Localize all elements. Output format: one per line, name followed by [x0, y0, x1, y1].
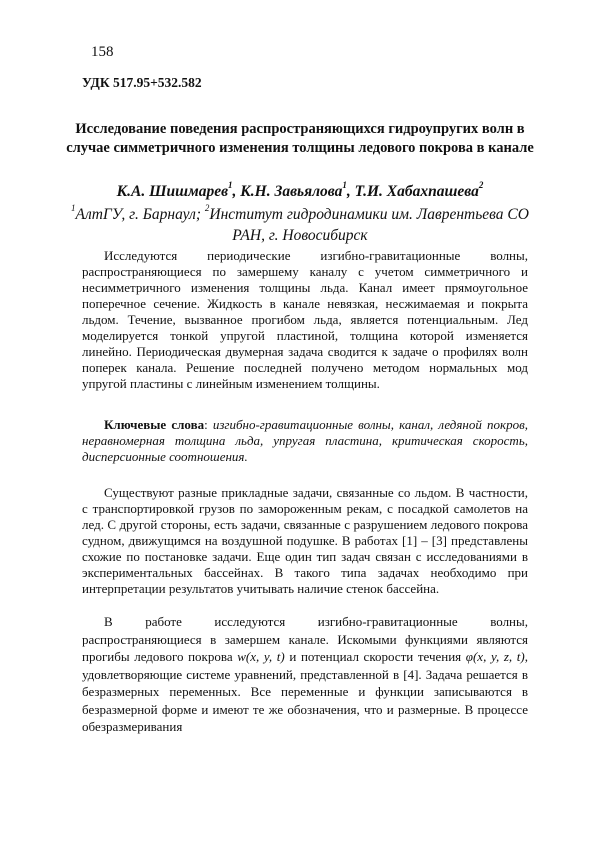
author-1: К.А. Шишмарев	[116, 183, 229, 200]
body-paragraph-1-text: Существуют разные прикладные задачи, связанные со льдом. В частности, с транспортировкой грузов по замороженным рекам, с посадкой самолетов на лед. С другой стороны, есть задачи, связанные с разрушением ледового покрова судном, движущимся на воздушной подушке. В работах [1] – [3] представлены схожие по постановке задачи. Еще один тип задач связан с исследованиями в экспериментальных бассейнах. В такого типа задачах необходимо при интерпретации результатов учитывать наличие стенок бассейна.	[82, 485, 528, 596]
body-paragraph-2-text-b: и потенциал скорости течения	[284, 649, 466, 664]
author-1-affiliation-mark: 1	[228, 179, 233, 190]
keywords-label: Ключевые слова	[104, 417, 205, 432]
keywords-list: изгибно-гравитационные волны, канал, ледяной покров, неравномерная толщина льда, упругая пластина, критическая скорость, дисперсионные соотношения.	[82, 417, 528, 464]
abstract	[82, 248, 528, 392]
body-paragraph-2-text-c: , удовлетворяющие системе уравнений, представленной в [4]. Задача решается в безразмерных переменных. Все переменные и функции записываются в безразмерной форме и имеют те же обозначения, что и размерные. В процессе обезразмеривания	[82, 649, 528, 734]
author-2: , К.Н. Завьялова	[232, 183, 343, 200]
page-number: 158	[91, 44, 114, 60]
body-paragraph-1	[82, 485, 528, 597]
abstract-text: Исследуются периодические изгибно-гравитационные волны, распространяющиеся по замершему каналу с учетом симметричного и несимметричного изменения толщины льда. Канал имеет прямоугольное поперечное сечение. Жидкость в канале невязкая, несжимаемая и покрыта льдом. Течение, вызванное прогибом льда, является потенциальным. Лед моделируется тонкой упругой пластиной, толщина которой изменяется линейно. Периодическая двумерная задача сводится к задаче о профилях волн поперек канала. Решение последней получено методом нормальных мод упругой пластины с линейным изменением толщины.	[82, 248, 528, 391]
keywords	[82, 417, 528, 465]
author-3-affiliation-mark: 2	[478, 179, 484, 190]
body-paragraph-2	[82, 613, 528, 736]
body-paragraph-2-text-a: В работе исследуются изгибно-гравитационные волны, распространяющиеся в замершем канале. Искомыми функциями являются прогибы ледового покрова	[82, 614, 528, 664]
paper-title: Исследование поведения распространяющихся гидроупругих волн в случае симметричного изменения толщины ледового покрова в канале	[66, 121, 534, 156]
affiliations	[60, 204, 540, 246]
formula-ice-deflection: w(x, y, t)	[237, 649, 285, 664]
authors	[60, 179, 540, 202]
affiliation-1-mark: 1	[71, 202, 76, 213]
formula-velocity-potential: φ(x, y, z, t)	[465, 649, 525, 664]
author-3: , Т.И. Хабахпашева	[346, 183, 479, 200]
affiliation-1: АлтГУ, г. Барнаул;	[75, 206, 205, 223]
udk-code: УДК 517.95+532.582	[82, 75, 202, 90]
affiliation-2: Институт гидродинамики им. Лаврентьева СО РАН, г. Новосибирск	[209, 206, 529, 244]
author-2-affiliation-mark: 1	[342, 179, 347, 190]
keywords-separator: :	[204, 417, 213, 432]
affiliation-2-mark: 2	[204, 202, 210, 213]
